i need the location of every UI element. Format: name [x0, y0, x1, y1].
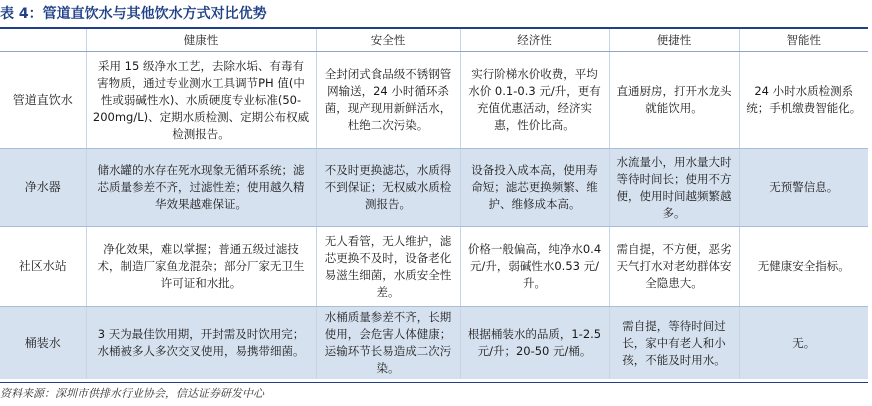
table-row	[0, 52, 868, 149]
table-row	[0, 149, 868, 227]
source-note: 资料来源：深圳市供排水行业协会，信达证券研发中心	[0, 387, 264, 400]
cell-convenience: 需自提，等待时间过长，家中有老人和小孩，不能及时用水。	[609, 307, 739, 380]
cell-safety: 全封闭式食品级不锈钢管网输送，24 小时循环杀菌，现产现用新鲜活水，杜绝二次污染。	[316, 52, 460, 149]
column-header: 健康性	[86, 29, 316, 52]
column-header: 便捷性	[609, 29, 739, 52]
cell-convenience: 需自提，不方便，恶劣天气打水对老幼群体安全隐患大。	[609, 227, 739, 307]
cell-intelligence: 无健康安全指标。	[739, 227, 868, 307]
column-header: 经济性	[460, 29, 609, 52]
cell-economy: 价格一般偏高，纯净水0.4 元/升，弱碱性水0.53 元/升。	[460, 227, 609, 307]
cell-health: 储水罐的水存在死水现象无循环系统；滤芯质量参差不齐，过滤性差；使用越久精华效果越难保证。	[86, 149, 316, 227]
cell-convenience: 水流量小，用水量大时等待时间长；使用不方便，使用时间越频繁越多。	[609, 149, 739, 227]
cell-health: 净化效果，难以掌握；普通五级过滤技术，制造厂家鱼龙混杂；部分厂家无卫生许可证和水批。	[86, 227, 316, 307]
cell-health: 采用 15 级净水工艺，去除水垢、有毒有害物质，通过专业测水工具调节PH 值(中性或弱碱性水)、水质硬度专业标准(50-200mg/L)、定期水质检测、定期公布权威检测报告。	[86, 52, 316, 149]
row-header: 管道直饮水	[0, 52, 86, 149]
row-header: 桶装水	[0, 307, 86, 380]
table-title: 表 4：管道直饮水与其他饮水方式对比优势	[0, 6, 267, 22]
bottom-rule	[0, 382, 868, 383]
cell-convenience: 直通厨房，打开水龙头就能饮用。	[609, 52, 739, 149]
cell-safety: 不及时更换滤芯，水质得不到保证；无权威水质检测报告。	[316, 149, 460, 227]
cell-safety: 水桶质量参差不齐，长期使用，会危害人体健康；运输环节长易造成二次污染。	[316, 307, 460, 380]
table-row	[0, 307, 868, 380]
cell-intelligence: 无预警信息。	[739, 149, 868, 227]
cell-intelligence: 24 小时水质检测系统；手机缴费智能化。	[739, 52, 868, 149]
column-header: 安全性	[316, 29, 460, 52]
table-row	[0, 227, 868, 307]
column-header	[0, 29, 86, 52]
row-header: 净水器	[0, 149, 86, 227]
header-row	[0, 29, 868, 52]
cell-intelligence: 无。	[739, 307, 868, 380]
comparison-table	[0, 29, 868, 379]
cell-economy: 实行阶梯水价收费，平均水价 0.1-0.3 元/升，更有充值优惠活动，经济实惠，性价比高。	[460, 52, 609, 149]
cell-safety: 无人看管，无人维护，滤芯更换不及时，设备老化易滋生细菌，水质安全性差。	[316, 227, 460, 307]
cell-health: 3 天为最佳饮用期，开封需及时饮用完；水桶被多人多次交叉使用，易携带细菌。	[86, 307, 316, 380]
cell-economy: 设备投入成本高，使用寿命短；滤芯更换频繁、维护、维修成本高。	[460, 149, 609, 227]
cell-economy: 根据桶装水的品质，1-2.5 元/升；20-50 元/桶。	[460, 307, 609, 380]
row-header: 社区水站	[0, 227, 86, 307]
column-header: 智能性	[739, 29, 868, 52]
